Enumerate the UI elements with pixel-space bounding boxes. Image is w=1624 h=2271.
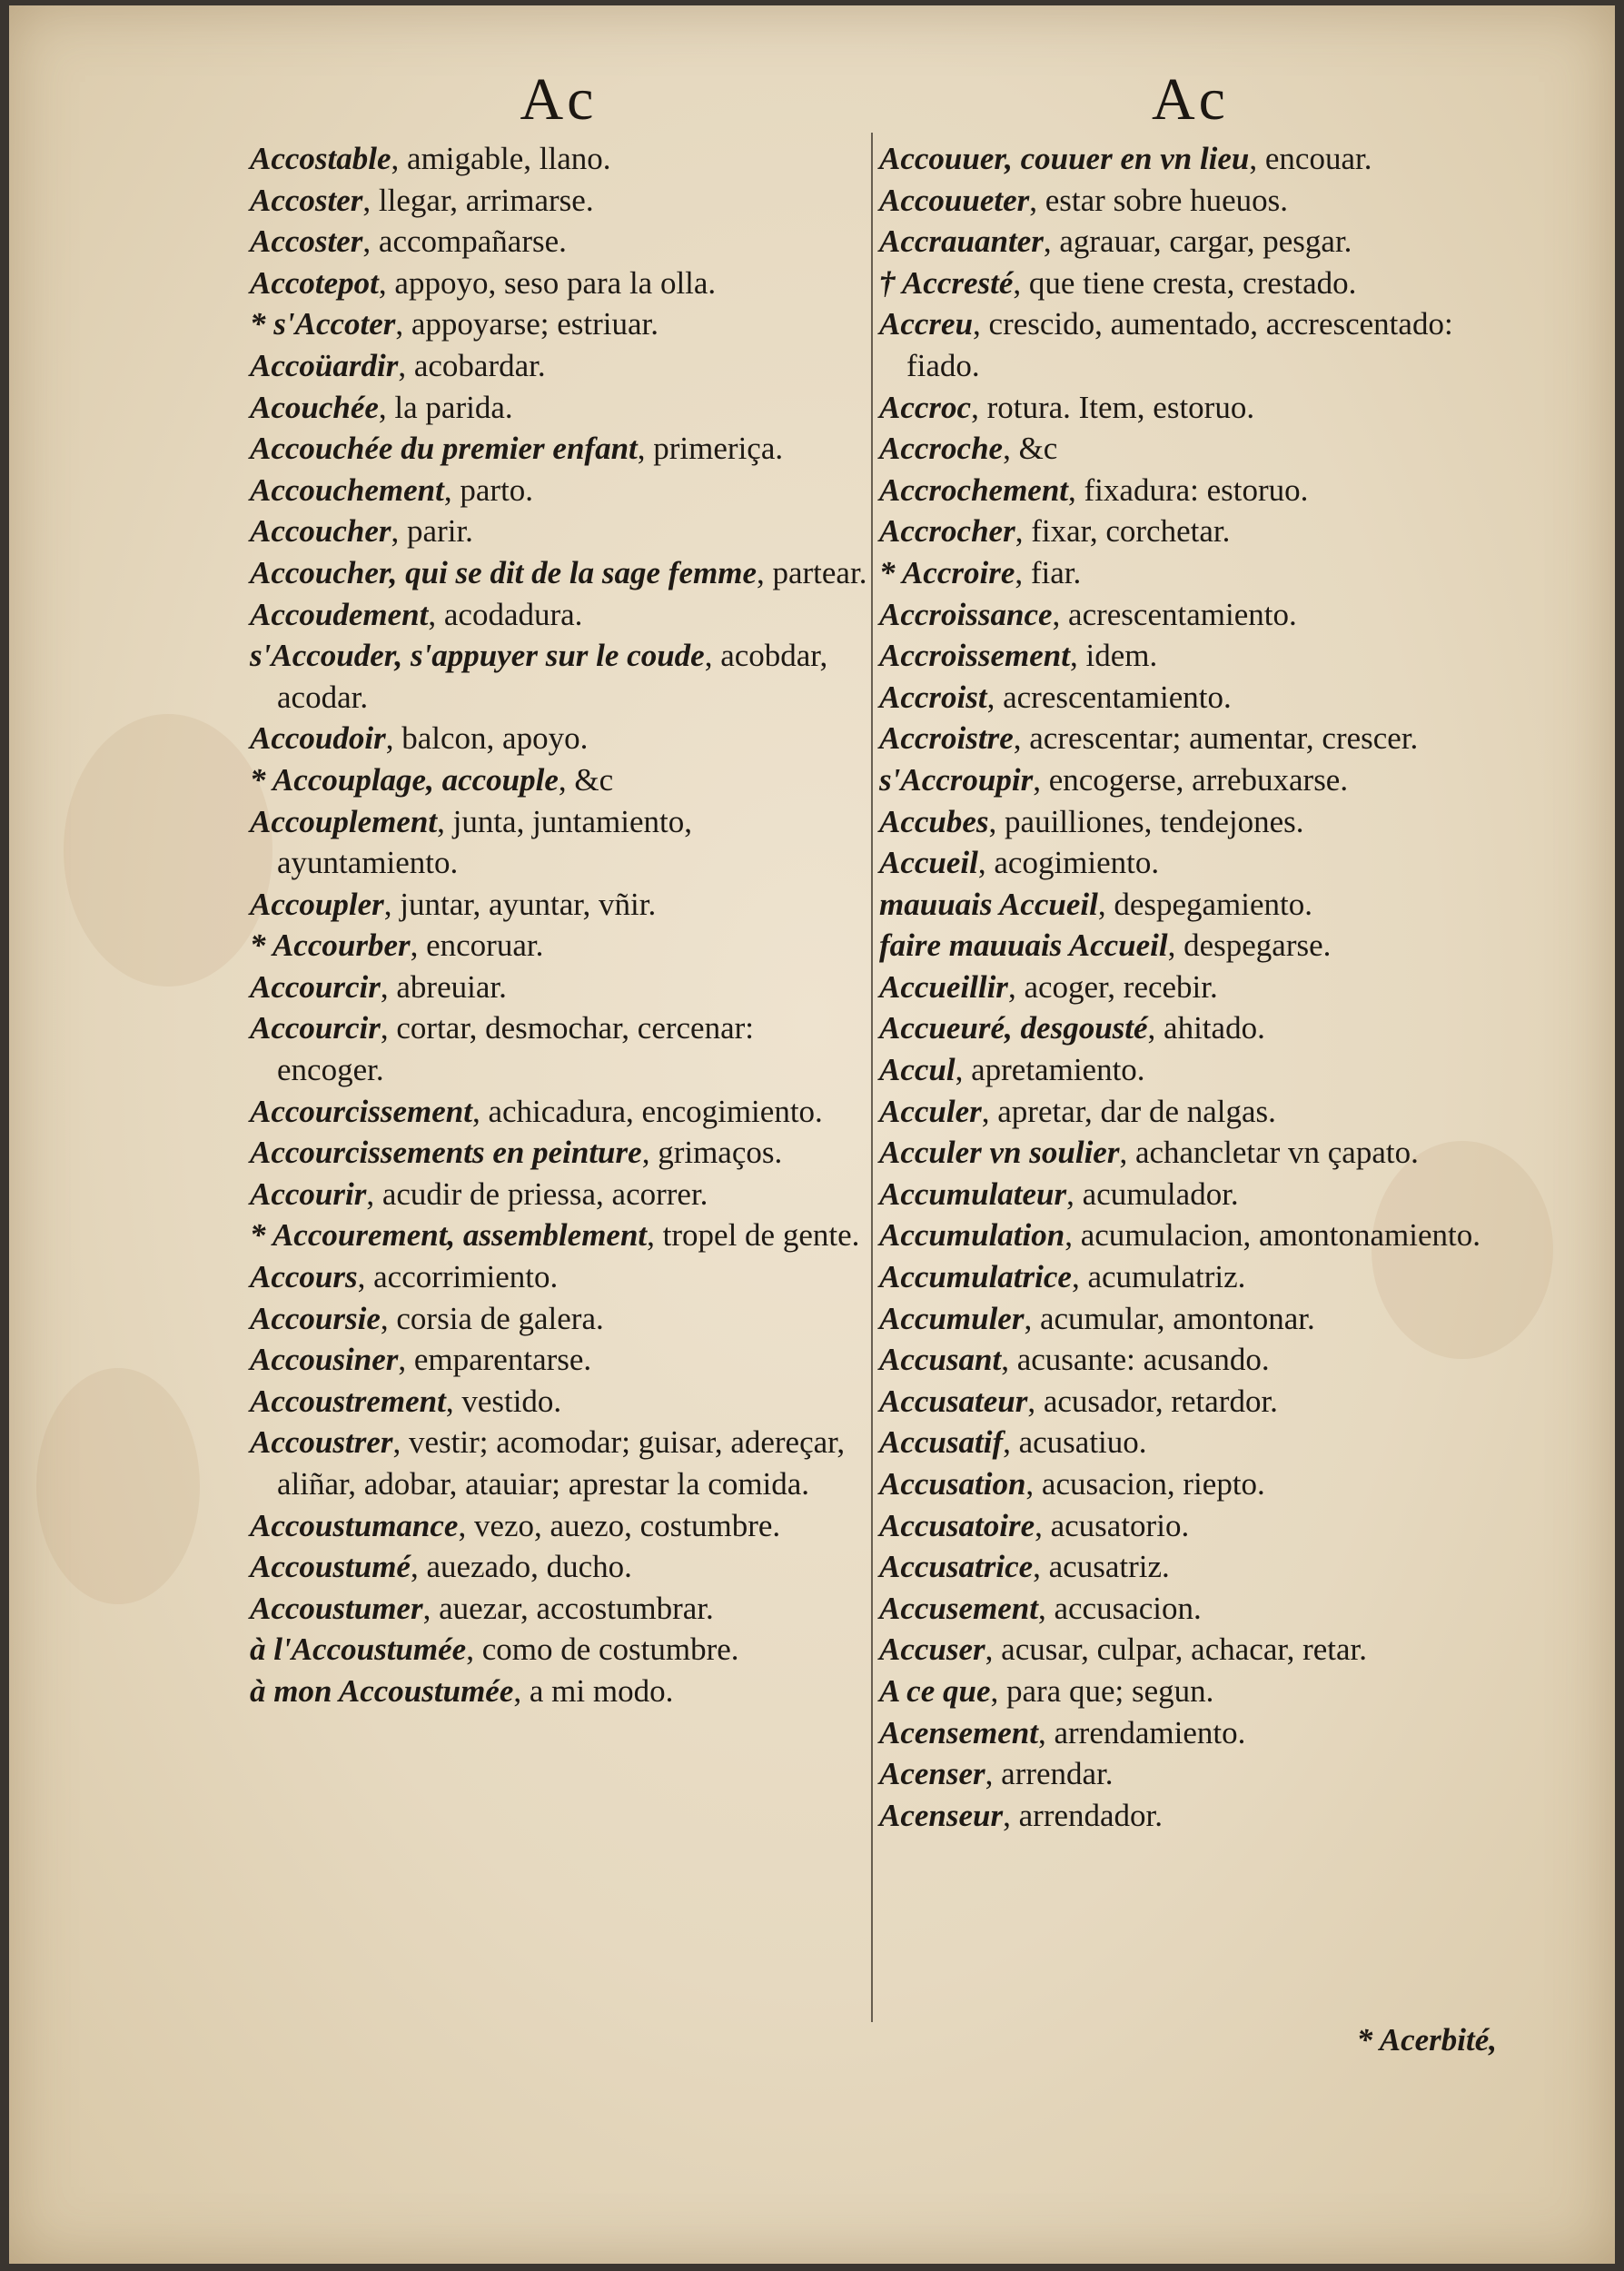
entry-translation: , arrendamiento.: [1037, 1714, 1246, 1750]
entry-translation: , pauilliones, tendejones.: [988, 803, 1304, 839]
entry-headword: Accoster: [250, 182, 363, 218]
entry-translation: , appoyarse; estriuar.: [395, 306, 659, 342]
entry-translation: , ahitado.: [1147, 1010, 1265, 1046]
dictionary-entry: [250, 1546, 867, 1588]
dictionary-entry: [250, 635, 867, 718]
entry-headword: Accours: [250, 1259, 358, 1295]
entry-translation: , acobdar, acodar.: [277, 638, 828, 715]
entry-translation: , primeriça.: [637, 431, 784, 467]
dictionary-entry: [879, 1505, 1501, 1547]
entry-headword: Accumuler: [879, 1300, 1025, 1336]
entry-translation: , juntar, ayuntar, vñir.: [383, 886, 657, 922]
dictionary-entry: [250, 925, 867, 967]
entry-translation: , achicadura, encogimiento.: [471, 1093, 823, 1129]
dictionary-entry: [250, 428, 867, 470]
entry-translation: , vezo, auezo, costumbre.: [458, 1507, 781, 1543]
entry-headword: Accueil: [879, 845, 978, 881]
entry-translation: , fixar, corchetar.: [1015, 513, 1231, 550]
entry-headword: Accreu: [879, 306, 974, 342]
entry-headword: Accoustumer: [250, 1590, 423, 1626]
dictionary-entry: [250, 718, 867, 759]
entry-headword: Accuser: [879, 1631, 985, 1668]
entry-translation: , auezado, ducho.: [410, 1549, 632, 1585]
dictionary-entry: [250, 511, 867, 552]
entry-headword: Accoustumance: [250, 1507, 459, 1543]
dictionary-entry: [250, 1629, 867, 1671]
entry-translation: , crescido, aumentado, accrescentado: fiado.: [906, 306, 1453, 383]
dictionary-entry: [879, 1795, 1501, 1837]
entry-headword: Accueillir: [879, 968, 1008, 1005]
entry-headword: Accoupler: [250, 886, 384, 922]
entry-translation: , acumulacion, amontonamiento.: [1065, 1217, 1481, 1254]
dictionary-entry: [879, 1091, 1501, 1133]
entry-translation: , idem.: [1069, 638, 1158, 674]
entry-translation: , &c: [1003, 431, 1058, 467]
entry-translation: , acusador, retardor.: [1027, 1383, 1278, 1419]
entry-translation: , acusante: acusando.: [1001, 1342, 1270, 1378]
entry-translation: , arrendar.: [985, 1756, 1114, 1792]
dictionary-entry: [879, 1588, 1501, 1630]
dictionary-entry: [879, 801, 1501, 843]
entry-headword: Acenseur: [879, 1797, 1004, 1833]
dictionary-entry: [250, 1007, 867, 1090]
entry-headword: Acouchée: [250, 389, 379, 425]
entry-headword: Accroche: [879, 431, 1004, 467]
dictionary-entry: [879, 1049, 1501, 1091]
right-entry-list: [879, 138, 1501, 1836]
entry-headword: Accumulation: [879, 1217, 1065, 1254]
entry-headword: mauuais Accueil: [879, 886, 1098, 922]
entry-translation: , accorrimiento.: [357, 1259, 559, 1295]
dictionary-entry: [250, 552, 867, 594]
entry-translation: , como de costumbre.: [466, 1631, 739, 1668]
entry-translation: , apretar, dar de nalgas.: [981, 1093, 1276, 1129]
dictionary-entry: [879, 1256, 1501, 1298]
entry-headword: Accourcissement: [250, 1093, 472, 1129]
entry-headword: Accubes: [879, 803, 989, 839]
entry-headword: Accoucher, qui se dit de la sage femme: [250, 554, 757, 590]
entry-translation: , parto.: [443, 471, 534, 508]
entry-translation: , acobardar.: [398, 347, 546, 383]
entry-translation: , llegar, arrimarse.: [362, 182, 594, 218]
entry-headword: Accul: [879, 1052, 956, 1088]
entry-translation: , a mi modo.: [513, 1672, 674, 1709]
entry-translation: , tropel de gente.: [647, 1217, 860, 1254]
dictionary-entry: [879, 552, 1501, 594]
dictionary-entry: [250, 594, 867, 636]
entry-headword: Accourcissements en peinture: [250, 1135, 642, 1171]
entry-translation: , acusacion, riepto.: [1025, 1466, 1265, 1502]
dictionary-entry: [879, 1422, 1501, 1463]
dictionary-entry: [879, 387, 1501, 429]
dictionary-entry: [250, 1174, 867, 1215]
entry-headword: Accourcir: [250, 1010, 381, 1046]
entry-headword: Accouuer, couuer en vn lieu: [879, 141, 1250, 176]
entry-headword: Accouplement: [250, 803, 438, 839]
entry-translation: , &c: [558, 761, 614, 798]
column-divider: [871, 133, 873, 2022]
entry-headword: Accoustumé: [250, 1549, 411, 1585]
dictionary-entry: [250, 1588, 867, 1630]
entry-translation: , acrescentamiento.: [1052, 596, 1297, 632]
dictionary-entry: [250, 884, 867, 926]
dictionary-entry: [250, 1215, 867, 1256]
entry-translation: , vestido.: [445, 1383, 562, 1419]
dictionary-entry: [879, 759, 1501, 801]
entry-headword: à mon Accoustumée: [250, 1672, 514, 1709]
dictionary-entry: [250, 303, 867, 345]
dictionary-entry: [879, 718, 1501, 759]
dictionary-entry: [879, 1463, 1501, 1505]
entry-headword: Accusatoire: [879, 1507, 1035, 1543]
entry-headword: s'Accroupir: [879, 761, 1034, 798]
entry-translation: , corsia de galera.: [380, 1300, 604, 1336]
entry-translation: , acusatorio.: [1035, 1507, 1190, 1543]
entry-translation: , acrescentar; aumentar, crescer.: [1013, 720, 1419, 757]
dictionary-entry: [250, 387, 867, 429]
entry-headword: Accrauanter: [879, 223, 1044, 260]
entry-translation: , accompañarse.: [362, 223, 567, 260]
dictionary-entry: [250, 1132, 867, 1174]
entry-headword: Accusation: [879, 1466, 1026, 1502]
dictionary-entry: [879, 635, 1501, 677]
entry-translation: , acusatriz.: [1033, 1549, 1170, 1585]
entry-headword: Accroissement: [879, 638, 1070, 674]
entry-translation: , para que; segun.: [990, 1672, 1214, 1709]
dictionary-entry: [879, 428, 1501, 470]
dictionary-entry: [250, 1091, 867, 1133]
entry-headword: Accrochement: [879, 471, 1069, 508]
dictionary-entry: [250, 759, 867, 801]
entry-translation: , partear.: [756, 554, 867, 590]
entry-headword: * Accroire: [879, 554, 1015, 590]
dictionary-entry: [250, 967, 867, 1008]
dictionary-entry: [879, 1381, 1501, 1423]
entry-translation: , accusacion.: [1037, 1590, 1202, 1626]
dictionary-entry: [250, 138, 867, 180]
entry-headword: Accoster: [250, 223, 363, 260]
left-running-header: Ac: [520, 66, 598, 133]
paper-stain: [64, 714, 272, 987]
dictionary-entry: [879, 470, 1501, 511]
entry-headword: Accroissance: [879, 596, 1053, 632]
entry-headword: faire mauuais Accueil: [879, 927, 1168, 964]
entry-headword: Accostable: [250, 141, 391, 176]
entry-headword: Accoursie: [250, 1300, 381, 1336]
dictionary-entry: [879, 1007, 1501, 1049]
dictionary-entry: [879, 1215, 1501, 1256]
dictionary-entry: [879, 1132, 1501, 1174]
right-running-header: Ac: [1152, 66, 1229, 133]
dictionary-entry: [250, 221, 867, 263]
entry-translation: , acoger, recebir.: [1007, 968, 1218, 1005]
dictionary-page: [9, 5, 1615, 2264]
entry-headword: à l'Accoustumée: [250, 1631, 467, 1668]
entry-translation: , acumulatriz.: [1071, 1259, 1246, 1295]
entry-translation: , vestir; acomodar; guisar, adereçar, aliñar, adobar, atauiar; aprestar la comida.: [277, 1424, 846, 1502]
entry-headword: Accotepot: [250, 264, 379, 301]
dictionary-entry: [879, 511, 1501, 552]
entry-headword: Accoustrer: [250, 1424, 393, 1461]
entry-translation: , rotura. Item, estoruo.: [971, 389, 1255, 425]
dictionary-entry: [250, 263, 867, 304]
entry-translation: , encouar.: [1249, 141, 1372, 176]
entry-headword: Acculer: [879, 1093, 982, 1129]
entry-translation: , fixadura: estoruo.: [1068, 471, 1309, 508]
entry-translation: , encogerse, arrebuxarse.: [1033, 761, 1349, 798]
entry-headword: Accusatrice: [879, 1549, 1034, 1585]
dictionary-entry: [250, 345, 867, 387]
dictionary-entry: [250, 1671, 867, 1712]
entry-headword: Accoucher: [250, 513, 391, 550]
entry-headword: s'Accouder, s'appuyer sur le coude: [250, 638, 705, 674]
dictionary-entry: [879, 221, 1501, 263]
dictionary-entry: [250, 1381, 867, 1423]
entry-headword: Accroc: [879, 389, 972, 425]
entry-translation: , emparentarse.: [398, 1342, 592, 1378]
entry-translation: , balcon, apoyo.: [385, 720, 589, 757]
dictionary-entry: [250, 1256, 867, 1298]
dictionary-entry: [879, 303, 1501, 386]
entry-headword: Accoudoir: [250, 720, 386, 757]
dictionary-entry: [250, 801, 867, 884]
dictionary-entry: [250, 470, 867, 511]
entry-headword: Accusant: [879, 1342, 1002, 1378]
entry-headword: Accusateur: [879, 1383, 1028, 1419]
entry-headword: Accousiner: [250, 1342, 399, 1378]
entry-translation: , achancletar vn çapato.: [1119, 1135, 1419, 1171]
dictionary-entry: [250, 1298, 867, 1340]
entry-headword: * Accourber: [250, 927, 411, 964]
entry-translation: , que tiene cresta, crestado.: [1013, 264, 1357, 301]
dictionary-entry: [250, 1422, 867, 1504]
entry-headword: * Accourement, assemblement: [250, 1217, 648, 1254]
dictionary-entry: [879, 967, 1501, 1008]
entry-headword: Accrocher: [879, 513, 1015, 550]
entry-translation: , acusar, culpar, achacar, retar.: [985, 1631, 1368, 1668]
dictionary-entry: [250, 180, 867, 222]
entry-translation: , acudir de priessa, acorrer.: [366, 1175, 708, 1212]
entry-headword: Accumulatrice: [879, 1259, 1072, 1295]
entry-headword: Acensement: [879, 1714, 1038, 1750]
entry-translation: , estar sobre hueuos.: [1029, 182, 1289, 218]
entry-headword: Acenser: [879, 1756, 985, 1792]
dictionary-entry: [879, 1753, 1501, 1795]
dictionary-entry: [250, 1505, 867, 1547]
left-entry-list: [250, 138, 867, 1712]
entry-headword: Accusatif: [879, 1424, 1004, 1461]
entry-translation: , cortar, desmochar, cercenar: encoger.: [277, 1010, 755, 1088]
entry-translation: , auezar, accostumbrar.: [422, 1590, 714, 1626]
entry-translation: , apretamiento.: [955, 1052, 1145, 1088]
entry-headword: Accoüardir: [250, 347, 399, 383]
left-column: [250, 66, 867, 1712]
entry-translation: , acodadura.: [428, 596, 583, 632]
dictionary-entry: [879, 263, 1501, 304]
dictionary-entry: [879, 180, 1501, 222]
entry-headword: Accroistre: [879, 720, 1014, 757]
dictionary-entry: [879, 1339, 1501, 1381]
entry-translation: , despegarse.: [1167, 927, 1332, 964]
dictionary-entry: [879, 1298, 1501, 1340]
entry-translation: , appoyo, seso para la olla.: [378, 264, 717, 301]
entry-headword: Accusement: [879, 1590, 1038, 1626]
entry-translation: , acusatiuo.: [1003, 1424, 1147, 1461]
dictionary-entry: [879, 842, 1501, 884]
dictionary-entry: [879, 677, 1501, 719]
entry-translation: , agrauar, cargar, pesgar.: [1043, 223, 1352, 260]
entry-headword: Accoustrement: [250, 1383, 446, 1419]
dictionary-entry: [879, 1629, 1501, 1671]
entry-headword: Accouueter: [879, 182, 1030, 218]
dictionary-entry: [879, 138, 1501, 180]
dictionary-entry: [879, 594, 1501, 636]
entry-translation: , encoruar.: [410, 927, 544, 964]
entry-headword: Accoudement: [250, 596, 429, 632]
entry-translation: , grimaços.: [641, 1135, 783, 1171]
entry-headword: Acculer vn soulier: [879, 1135, 1120, 1171]
entry-translation: , abreuiar.: [380, 968, 507, 1005]
right-column: [879, 66, 1501, 1836]
entry-translation: , la parida.: [378, 389, 513, 425]
entry-headword: Accroist: [879, 679, 987, 715]
entry-translation: , amigable, llano.: [391, 141, 611, 176]
entry-headword: * s'Accoter: [250, 306, 396, 342]
dictionary-entry: [879, 1546, 1501, 1588]
entry-translation: , acrescentamiento.: [986, 679, 1232, 715]
entry-translation: , arrendador.: [1003, 1797, 1164, 1833]
dictionary-entry: [879, 1712, 1501, 1754]
dictionary-entry: [879, 1671, 1501, 1712]
dictionary-entry: [879, 884, 1501, 926]
entry-headword: A ce que: [879, 1672, 991, 1709]
entry-headword: † Accresté: [879, 264, 1014, 301]
dictionary-entry: [250, 1339, 867, 1381]
dictionary-entry: [879, 1174, 1501, 1215]
entry-translation: , junta, juntamiento, ayuntamiento.: [277, 803, 693, 881]
entry-headword: Accourcir: [250, 968, 381, 1005]
entry-headword: * Accouplage, accouple: [250, 761, 559, 798]
entry-translation: , acumular, amontonar.: [1024, 1300, 1315, 1336]
entry-translation: , acumulador.: [1066, 1175, 1239, 1212]
entry-headword: Accourir: [250, 1175, 367, 1212]
paper-stain: [36, 1368, 200, 1604]
entry-translation: , fiar.: [1015, 554, 1082, 590]
entry-translation: , parir.: [391, 513, 473, 550]
entry-translation: , despegamiento.: [1097, 886, 1313, 922]
entry-headword: Accueuré, desgousté: [879, 1010, 1148, 1046]
entry-translation: , acogimiento.: [977, 845, 1160, 881]
entry-headword: Accouchée du premier enfant: [250, 431, 638, 467]
dictionary-entry: [879, 925, 1501, 967]
entry-headword: Accouchement: [250, 471, 444, 508]
catchword: * Acerbité,: [1356, 2022, 1497, 2058]
entry-headword: Accumulateur: [879, 1175, 1067, 1212]
